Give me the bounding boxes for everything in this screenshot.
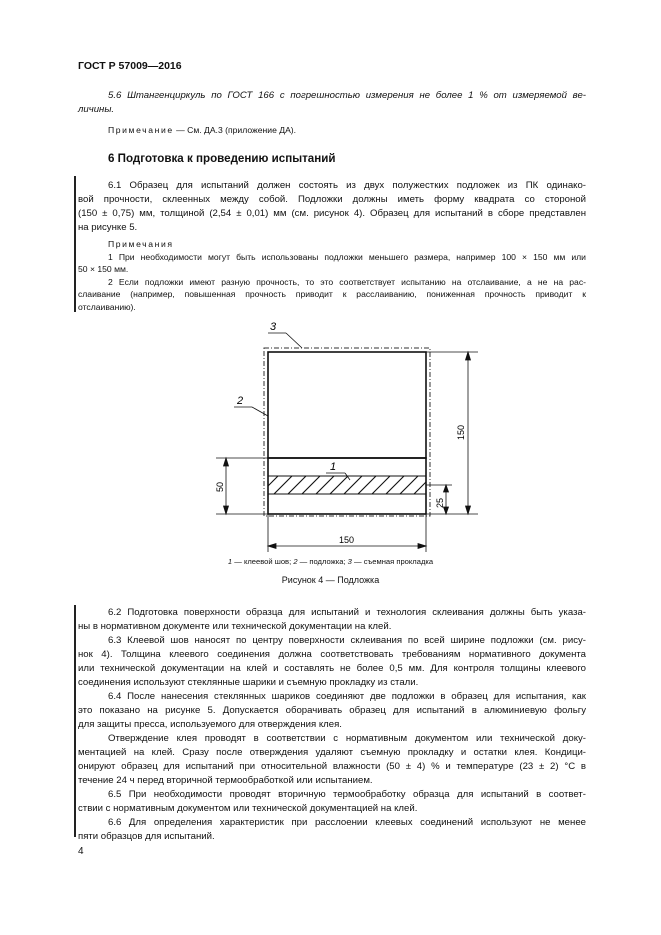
substrate-lower: [268, 458, 426, 514]
substrate-upper: [268, 352, 426, 458]
page-number: 4: [78, 846, 84, 857]
legend-text: — подложка;: [297, 557, 348, 566]
dimension-label-150-horizontal: 150: [339, 535, 355, 545]
clause-6-1-line: на рисунке 5.: [78, 222, 138, 233]
legend-number: 1: [227, 557, 233, 566]
clause-6-4-cure-line: Отверждение клея проводят в соответствии с нормативным документом или технической доку-: [108, 733, 586, 744]
document-header: ГОСТ Р 57009—2016: [78, 60, 182, 72]
clause-6-5-line: ствии с нормативным документом или технической документацией на клей.: [78, 803, 418, 814]
note-label: Примечание: [108, 125, 174, 135]
clause-6-4-cure-line: ментацией на клей. Сразу после отверждения удаляют съемную прокладку и остатки клея. Кондици-: [78, 747, 586, 758]
note-2-line: слаивание (например, повышенная прочность приводит к расслаиванию, пониженная прочность приводит к: [78, 289, 586, 299]
clause-6-2-line: ны в нормативном документе или технической документации на клей.: [78, 621, 392, 632]
clause-6-1-line: вой прочности, склеенных между собой. Подложки должны иметь форму квадрата со стороной: [78, 194, 586, 205]
dimension-width-150: [268, 514, 426, 552]
note-text: — См. ДА.3 (приложение ДА).: [173, 125, 297, 135]
dimension-height-150: [426, 352, 478, 514]
clause-5-6-note: [108, 124, 296, 137]
clause-6-1-line: 6.1 Образец для испытаний должен состоять из двух полужестких подложек из ПК одинако-: [108, 180, 586, 191]
callout-label-2: 2: [237, 395, 244, 407]
note-1-line: 50 × 150 мм.: [78, 264, 129, 274]
clause-6-3-line: 6.3 Клеевой шов наносят по центру поверхности склеивания по всей ширине подложки (см. рису-: [108, 635, 586, 646]
figure-legend: [0, 557, 661, 566]
clause-6-1-line: (150 ± 0,75) мм, толщиной (2,54 ± 0,01) мм (см. рисунок 4). Образец для испытаний в сборе представлен: [78, 208, 586, 219]
clause-5-6-line: личины.: [78, 104, 115, 115]
clause-6-4-line: это показано на рисунке 5. Допускается оборачивать образец для испытаний в алюминиевую фольгу: [78, 705, 586, 716]
note-1-line: 1 При необходимости могут быть использованы подложки меньшего размера, например 100 × 150 мм или: [108, 251, 586, 262]
legend-number: 2: [293, 557, 298, 566]
note-2-line: отслаиванию).: [78, 301, 136, 312]
clause-6-5-line: 6.5 При необходимости проводят вторичную термообработку образца для испытаний в соответ-: [108, 789, 586, 800]
leader-line-2: [252, 407, 268, 416]
clause-6-4-cure-line: онируют образец для испытаний при относительной влажности (50 ± 4) % и температуре (23 ± 2) °С в: [78, 761, 586, 772]
legend-text: — съемная прокладка: [351, 557, 434, 566]
clause-6-2-line: 6.2 Подготовка поверхности образца для испытаний и технология склеивания должны быть указа-: [108, 607, 586, 618]
adhesive-seam: [260, 476, 432, 494]
clause-6-3-line: соединения используют стеклянные шарики и съемную прокладку из стали.: [78, 677, 419, 688]
leader-line-3: [286, 333, 302, 348]
clauses-6-2-to-6-6: [78, 606, 586, 844]
clause-6-6-line: пяти образцов для испытаний.: [78, 831, 215, 842]
change-bar: [74, 605, 76, 837]
dimension-label-150-vertical: 150: [456, 424, 466, 440]
clause-6-6-line: 6.6 Для определения характеристик при расслоении клеевых соединений используют не менее: [108, 817, 586, 828]
note-2-line: 2 Если подложки имеют разную прочность, то это соответствует испытанию на отслаивание, а не на рас-: [108, 276, 586, 287]
clause-5-6-line: 5.6 Штангенциркуль по ГОСТ 166 с погрешностью измерения не более 1 % от измеряемой ве-: [108, 90, 586, 101]
callout-label-1: 1: [330, 461, 337, 473]
legend-number: 3: [347, 557, 352, 566]
clause-6-3-line: нок 4). Толщина клеевого соединения должна соответствовать требованиям нормативного документа: [78, 649, 586, 660]
notes-label: Примечания: [108, 239, 174, 249]
dimension-label-50: 50: [215, 481, 225, 492]
callout-label-3: 3: [270, 321, 277, 333]
clause-6-4-line: 6.4 После нанесения стеклянных шариков соединяют две подложки в образец для испытания, как: [108, 691, 586, 702]
clause-5-6: [78, 89, 586, 117]
notes-block: [78, 238, 586, 313]
clause-6-4-cure-line: течение 24 ч перед вторичной термообработкой или испытанием.: [78, 775, 373, 786]
section-heading: 6 Подготовка к проведению испытаний: [108, 152, 336, 165]
clause-6-4-line: для защиты пресса, используемого для отверждения клея.: [78, 719, 342, 730]
figure-caption: Рисунок 4 — Подложка: [281, 575, 380, 585]
legend-text: — клеевой шов;: [232, 557, 294, 566]
figure-substrate-drawing: [200, 318, 480, 558]
clause-6-1: [78, 179, 586, 235]
change-bar: [74, 176, 76, 312]
dimension-label-25: 25: [435, 497, 445, 508]
clause-6-3-line: или технической документации на клей и составлять не более 0,5 мм. Для контроля толщины клеевого: [78, 663, 586, 674]
